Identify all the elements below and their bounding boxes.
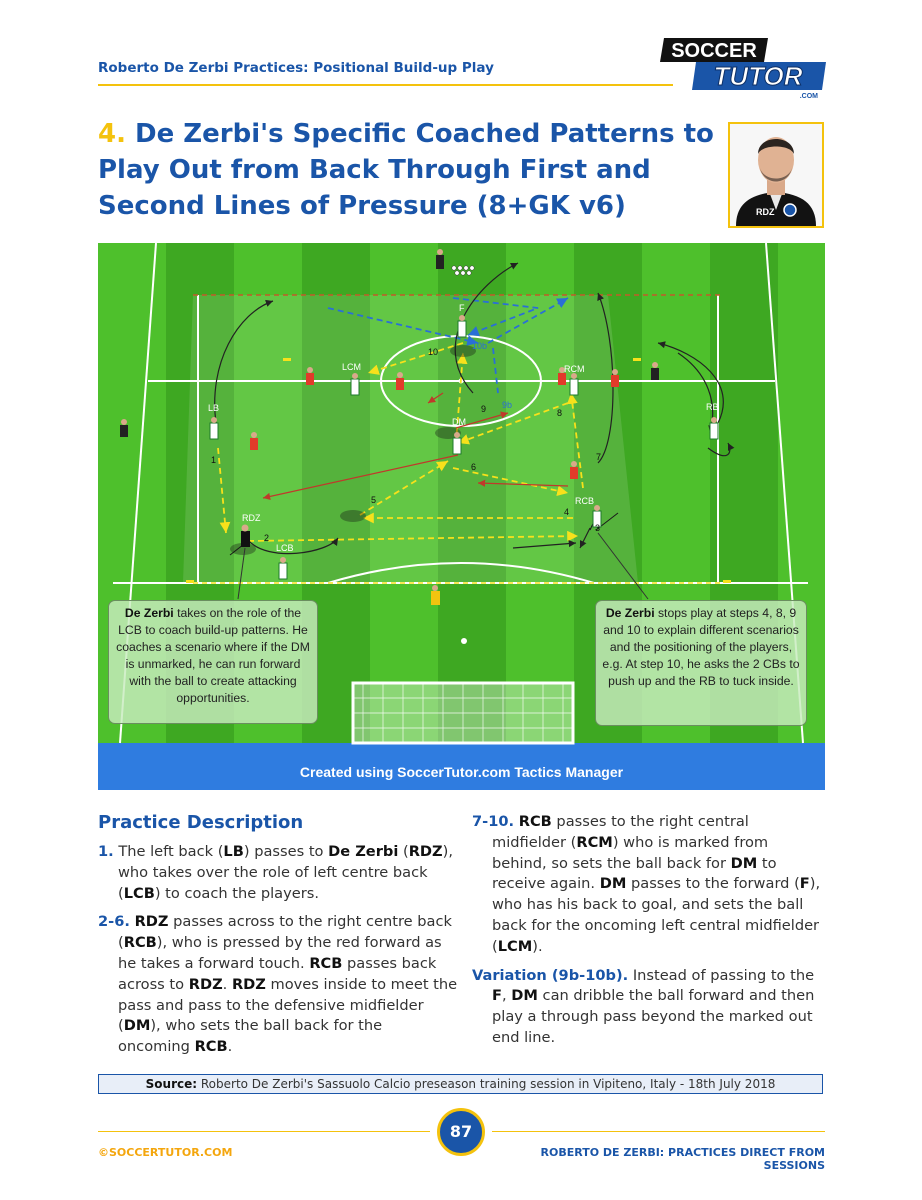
callout-left — [108, 600, 318, 724]
callout-left-bold: De Zerbi — [124, 606, 174, 620]
step-number: Variation (9b-10b). — [472, 966, 629, 984]
step-bold-term: De Zerbi — [328, 843, 399, 860]
step-7: 7 — [596, 452, 602, 462]
step-10: 10 — [428, 347, 439, 357]
step-bold-term: RCB — [123, 934, 157, 952]
logo-line1: SOCCER — [671, 40, 757, 62]
player-rcm — [570, 373, 578, 395]
red-player — [396, 372, 404, 390]
step-text: passes back across to — [118, 954, 437, 993]
description-column-right — [472, 812, 827, 1057]
step-text: . — [227, 1038, 233, 1056]
step-6: 6 — [471, 462, 477, 472]
step-bold-term: DM — [123, 1017, 151, 1035]
player-lb — [210, 417, 218, 439]
callout-left-text: takes on the role of the LCB to coach build-up patterns. He coaches a scenario where if the DM is unmarked, he can run forward with the ball to create attacking opportunities. — [116, 606, 310, 705]
step-bold-term: F — [492, 987, 502, 1005]
step-bold-term: RDZ — [408, 843, 443, 860]
footer-book-title: ROBERTO DE ZERBI: PRACTICES DIRECT FROM SESSIONS — [540, 1146, 825, 1172]
step-bold-term: RDZ — [231, 975, 266, 993]
footer-rule-right — [492, 1131, 825, 1132]
step-text: can dribble the ball forward and then play a through pass beyond the marked out end line. — [492, 987, 815, 1046]
label-rcm: RCM — [564, 364, 585, 374]
step-text: ( — [398, 843, 409, 860]
step-bold-term: RDZ — [134, 913, 169, 931]
red-player — [570, 461, 578, 479]
logo-line2: TUTOR — [713, 61, 803, 91]
source-box — [98, 1074, 823, 1094]
red-player — [611, 369, 619, 387]
player-rb — [710, 417, 718, 439]
step-text: ), who has his back to goal, and sets the ball back for the oncoming left central midfielder ( — [492, 875, 821, 955]
step-text: Instead of passing to the — [632, 966, 815, 984]
step-text: ), who is pressed by the red forward as he takes a forward touch. — [118, 934, 442, 972]
step-9b: 9b — [502, 400, 513, 410]
footer-copyright: ©SOCCERTUTOR.COM — [98, 1146, 233, 1159]
goal — [353, 683, 573, 743]
step-text: moves inside to meet the pass and pass to the defensive midfielder ( — [118, 975, 458, 1035]
logo-suffix: .COM — [799, 93, 818, 100]
step-text: ) who is marked from behind, so sets the ball back for — [492, 833, 769, 872]
step-text: . — [222, 975, 232, 993]
step-text: passes to the forward ( — [626, 875, 800, 893]
description-column-left — [98, 842, 458, 1066]
step-item — [472, 966, 827, 1049]
step-item — [98, 842, 458, 904]
running-header: Roberto De Zerbi Practices: Positional Build-up Play — [98, 60, 494, 76]
source-text: Roberto De Zerbi's Sassuolo Calcio preseason training session in Vipiteno, Italy - 18th July 2018 — [200, 1077, 776, 1091]
step-3: 3 — [595, 523, 601, 533]
section-title-text: De Zerbi's Specific Coached Patterns to Play Out from Back Through First and Second Lines of Pressure (8+GK v6) — [98, 119, 714, 221]
label-f: F — [459, 303, 465, 313]
step-bold-term: RCB — [194, 1038, 228, 1056]
step-bold-term: RCM — [576, 833, 613, 851]
source-label: Source: — [145, 1077, 198, 1091]
step-bold-term: LB — [223, 843, 244, 860]
step-number: 2-6. — [98, 913, 130, 931]
step-5: 5 — [371, 495, 377, 505]
description-heading: Practice Description — [98, 812, 304, 833]
step-bold-term: RCB — [309, 954, 343, 972]
step-4: 4 — [564, 507, 570, 517]
step-text: The left back ( — [118, 843, 224, 860]
step-text: ), who sets the ball back for the oncoming — [118, 1017, 383, 1056]
step-text: ), who takes over the role of left centre back ( — [118, 843, 453, 902]
coach-photo — [728, 122, 824, 228]
label-dm: DM — [452, 417, 466, 427]
step-8: 8 — [557, 408, 563, 418]
step-1: 1 — [211, 455, 217, 465]
page-number: 87 — [437, 1108, 485, 1156]
step-text: passes to the right central midfielder ( — [492, 813, 749, 851]
label-rcb: RCB — [575, 496, 595, 506]
step-9: 9 — [481, 404, 487, 414]
step-bold-term: DM — [511, 987, 538, 1005]
step-item — [98, 912, 458, 1058]
step-text: ). — [532, 937, 543, 955]
red-player — [306, 367, 314, 385]
step-bold-term: DM — [730, 854, 758, 872]
callout-right — [595, 600, 807, 726]
soccertutor-logo — [660, 32, 828, 100]
step-bold-term: LCM — [497, 937, 533, 955]
step-bold-term: RCB — [518, 813, 552, 830]
red-player — [250, 432, 258, 450]
step-bold-term: F — [799, 875, 810, 893]
step-bold-term: LCB — [123, 884, 155, 902]
label-rdz: RDZ — [242, 513, 261, 523]
step-bold-term: DM — [599, 875, 627, 893]
diagram-credit: Created using SoccerTutor.com Tactics Manager — [299, 764, 624, 780]
callout-right-bold: De Zerbi — [605, 606, 655, 620]
player-dm — [453, 432, 461, 454]
player-lcm — [351, 373, 359, 395]
step-2: 2 — [264, 533, 270, 543]
step-number: 7-10. — [472, 813, 515, 830]
callout-right-text: stops play at steps 4, 8, 9 and 10 to explain different scenarios and the positioning of the players, e.g. At step 10, he asks the 2 CBs to push up and the RB to tuck inside. — [602, 606, 800, 688]
step-text: to receive again. — [492, 854, 777, 893]
footer-rule-left — [98, 1131, 430, 1132]
step-text: ) to coach the players. — [154, 884, 319, 902]
header-rule — [98, 84, 673, 86]
step-number: 1. — [98, 843, 114, 860]
player-lcb — [279, 557, 287, 579]
label-lcm: LCM — [342, 362, 362, 372]
step-text: , — [501, 987, 512, 1005]
step-bold-term: RDZ — [188, 975, 223, 993]
player-f — [458, 315, 466, 337]
label-rb: RB — [706, 402, 719, 412]
tactics-diagram — [98, 243, 825, 790]
section-title — [98, 116, 718, 224]
label-lcb: LCB — [276, 543, 294, 553]
photo-badge: RDZ — [756, 207, 775, 217]
label-lb: LB — [208, 403, 220, 413]
step-text: passes across to the right centre back ( — [118, 913, 452, 952]
section-number: 4. — [98, 119, 126, 149]
step-item — [472, 812, 827, 958]
step-10b: 10b — [472, 341, 488, 351]
step-text: ) passes to — [243, 843, 329, 860]
